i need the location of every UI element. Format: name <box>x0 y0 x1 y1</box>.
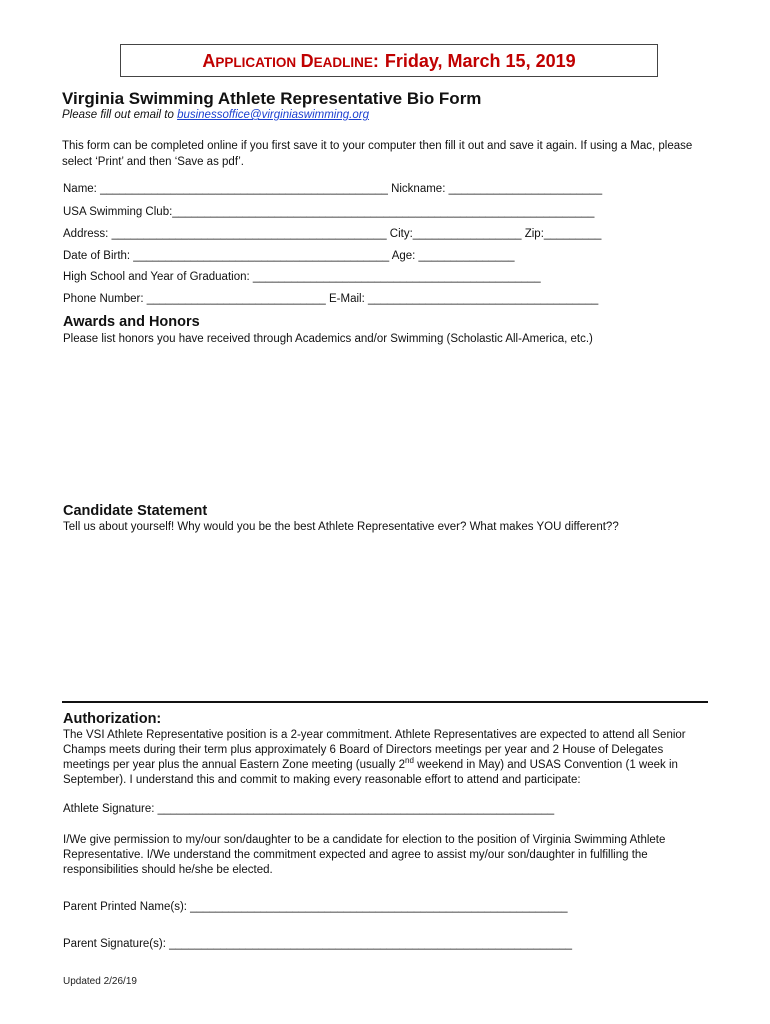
phone-email-fields[interactable]: Phone Number: ____________________________ E-Mail: ____________________________________ <box>63 293 599 305</box>
high-school-field[interactable]: High School and Year of Graduation: _____________________________________________ <box>63 271 541 283</box>
application-deadline-box <box>120 44 658 77</box>
parent-permission-paragraph: I/We give permission to my/our son/daughter to be a candidate for election to the position of Virginia Swimming Athlete Representative. I/We understand the commitment expected and agree to assist my/our son/daughter in fulfilling the responsibilities should he/she be elected. <box>63 834 666 876</box>
deadline-label: APPLICATION DEADLINE: <box>202 51 379 71</box>
statement-heading: Candidate Statement <box>63 503 208 519</box>
parent-signature-field[interactable]: Parent Signature(s): _______________________________________________________________ <box>63 938 573 950</box>
section-divider <box>62 701 708 703</box>
athlete-signature-field[interactable]: Athlete Signature: ______________________________________________________________ <box>63 803 555 815</box>
name-nickname-fields[interactable]: Name: _____________________________________________ Nickname: ________________________ <box>63 183 603 195</box>
authorization-heading: Authorization: <box>63 711 162 727</box>
email-link[interactable]: businessoffice@virginiaswimming.org <box>177 109 369 121</box>
updated-date: Updated 2/26/19 <box>63 976 137 987</box>
usa-swimming-club-field[interactable]: USA Swimming Club:__________________________________________________________________ <box>63 206 595 218</box>
statement-instructions: Tell us about yourself! Why would you be the best Athlete Representative ever? What makes YOU different?? <box>63 521 619 533</box>
awards-heading: Awards and Honors <box>63 314 200 330</box>
dob-age-fields[interactable]: Date of Birth: ________________________________________ Age: _______________ <box>63 250 515 262</box>
form-title: Virginia Swimming Athlete Representative Bio Form <box>62 89 482 108</box>
address-city-zip-fields[interactable]: Address: ___________________________________________ City:_________________ Zip:_________ <box>63 228 602 240</box>
authorization-paragraph: The VSI Athlete Representative position is a 2-year commitment. Athlete Representatives are expected to attend all Senior Champs meets during their term plus approximately 6 Board of Directors meetings per year and 2 House of Delegates meetings per year plus the annual Eastern Zone meeting (usually 2nd weekend in May) and USAS Convention (1 week in September). I understand this and commit to making every reasonable effort to attend and participate: <box>63 729 686 786</box>
save-instructions: This form can be completed online if you first save it to your computer then fill it out and save it again. If using a Mac, please select ‘Print’ and then ‘Save as pdf’. <box>62 140 693 168</box>
deadline-date: Friday, March 15, 2019 <box>384 51 576 71</box>
email-instruction <box>62 109 369 121</box>
awards-instructions: Please list honors you have received through Academics and/or Swimming (Scholastic All-America, etc.) <box>63 333 593 345</box>
parent-printed-name-field[interactable]: Parent Printed Name(s): ___________________________________________________________ <box>63 901 568 913</box>
instruction-text: Please fill out email to <box>62 109 178 121</box>
